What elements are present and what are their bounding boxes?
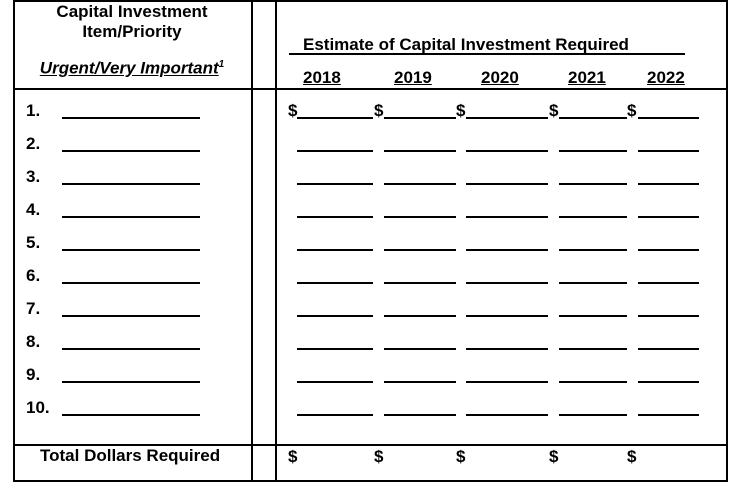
amount-blank-line[interactable] — [466, 348, 548, 350]
amount-blank-line[interactable] — [384, 150, 456, 152]
amount-blank-line[interactable] — [384, 348, 456, 350]
amount-blank-line[interactable] — [297, 348, 373, 350]
total-dollar-2019: $ — [374, 447, 384, 466]
amount-blank-line[interactable] — [384, 249, 456, 251]
right-title-underline — [289, 53, 685, 55]
year-2020: 2020 — [481, 68, 519, 87]
year-2022: 2022 — [647, 68, 685, 87]
row-number: 4. — [26, 200, 41, 219]
amount-blank-line[interactable] — [297, 117, 373, 119]
left-subtitle — [13, 55, 251, 79]
amount-blank-line[interactable] — [559, 315, 627, 317]
dollar-sign: $ — [627, 101, 637, 120]
row-number: 5. — [26, 233, 41, 252]
year-2019: 2019 — [394, 68, 432, 87]
divider-left — [251, 0, 253, 482]
amount-blank-line[interactable] — [384, 414, 456, 416]
amount-blank-line[interactable] — [559, 117, 627, 119]
amount-blank-line[interactable] — [559, 348, 627, 350]
row-number: 1. — [26, 101, 41, 120]
left-title-line2: Item/Priority — [82, 22, 182, 41]
left-subtitle-text: Urgent/Very Important — [39, 58, 219, 78]
left-subtitle-sup: 1 — [218, 59, 225, 70]
amount-blank-line[interactable] — [384, 117, 456, 119]
amount-blank-line[interactable] — [638, 150, 699, 152]
right-title: Estimate of Capital Investment Required — [303, 35, 629, 54]
total-dollar-2020: $ — [456, 447, 466, 466]
amount-blank-line[interactable] — [638, 414, 699, 416]
amount-blank-line[interactable] — [297, 315, 373, 317]
item-blank-line[interactable] — [62, 216, 200, 218]
amount-blank-line[interactable] — [384, 282, 456, 284]
frame-right — [726, 0, 728, 482]
amount-blank-line[interactable] — [559, 381, 627, 383]
row-number: 2. — [26, 134, 41, 153]
divider-right — [275, 0, 277, 482]
dollar-sign: $ — [456, 101, 466, 120]
amount-blank-line[interactable] — [559, 150, 627, 152]
total-dollar-2018: $ — [288, 447, 298, 466]
amount-blank-line[interactable] — [559, 282, 627, 284]
amount-blank-line[interactable] — [638, 348, 699, 350]
amount-blank-line[interactable] — [638, 315, 699, 317]
amount-blank-line[interactable] — [297, 414, 373, 416]
item-blank-line[interactable] — [62, 249, 200, 251]
amount-blank-line[interactable] — [384, 315, 456, 317]
total-label: Total Dollars Required — [40, 446, 221, 465]
total-dollar-2021: $ — [549, 447, 559, 466]
amount-blank-line[interactable] — [466, 414, 548, 416]
amount-blank-line[interactable] — [638, 183, 699, 185]
amount-blank-line[interactable] — [466, 249, 548, 251]
amount-blank-line[interactable] — [559, 249, 627, 251]
amount-blank-line[interactable] — [638, 117, 699, 119]
left-title-line1: Capital Investment — [56, 2, 208, 21]
amount-blank-line[interactable] — [297, 183, 373, 185]
item-blank-line[interactable] — [62, 150, 200, 152]
amount-blank-line[interactable] — [466, 183, 548, 185]
amount-blank-line[interactable] — [297, 381, 373, 383]
amount-blank-line[interactable] — [297, 150, 373, 152]
amount-blank-line[interactable] — [559, 414, 627, 416]
amount-blank-line[interactable] — [466, 282, 548, 284]
amount-blank-line[interactable] — [466, 216, 548, 218]
dollar-sign: $ — [374, 101, 384, 120]
amount-blank-line[interactable] — [297, 249, 373, 251]
amount-blank-line[interactable] — [559, 216, 627, 218]
amount-blank-line[interactable] — [638, 249, 699, 251]
item-blank-line[interactable] — [62, 381, 200, 383]
amount-blank-line[interactable] — [384, 216, 456, 218]
item-blank-line[interactable] — [62, 348, 200, 350]
row-number: 8. — [26, 332, 41, 351]
item-blank-line[interactable] — [62, 117, 200, 119]
item-blank-line[interactable] — [62, 414, 200, 416]
amount-blank-line[interactable] — [384, 183, 456, 185]
amount-blank-line[interactable] — [384, 381, 456, 383]
frame-bottom — [13, 480, 728, 482]
row-number: 10. — [26, 398, 50, 417]
row-number: 6. — [26, 266, 41, 285]
year-2021: 2021 — [568, 68, 606, 87]
item-blank-line[interactable] — [62, 315, 200, 317]
header-separator — [13, 88, 728, 90]
dollar-sign: $ — [288, 101, 298, 120]
item-blank-line[interactable] — [62, 282, 200, 284]
amount-blank-line[interactable] — [638, 282, 699, 284]
row-number: 7. — [26, 299, 41, 318]
amount-blank-line[interactable] — [466, 381, 548, 383]
amount-blank-line[interactable] — [466, 150, 548, 152]
amount-blank-line[interactable] — [466, 315, 548, 317]
amount-blank-line[interactable] — [297, 216, 373, 218]
amount-blank-line[interactable] — [466, 117, 548, 119]
amount-blank-line[interactable] — [638, 381, 699, 383]
dollar-sign: $ — [549, 101, 559, 120]
row-number: 3. — [26, 167, 41, 186]
item-blank-line[interactable] — [62, 183, 200, 185]
amount-blank-line[interactable] — [559, 183, 627, 185]
amount-blank-line[interactable] — [297, 282, 373, 284]
year-2018: 2018 — [303, 68, 341, 87]
row-number: 9. — [26, 365, 41, 384]
total-dollar-2022: $ — [627, 447, 637, 466]
amount-blank-line[interactable] — [638, 216, 699, 218]
